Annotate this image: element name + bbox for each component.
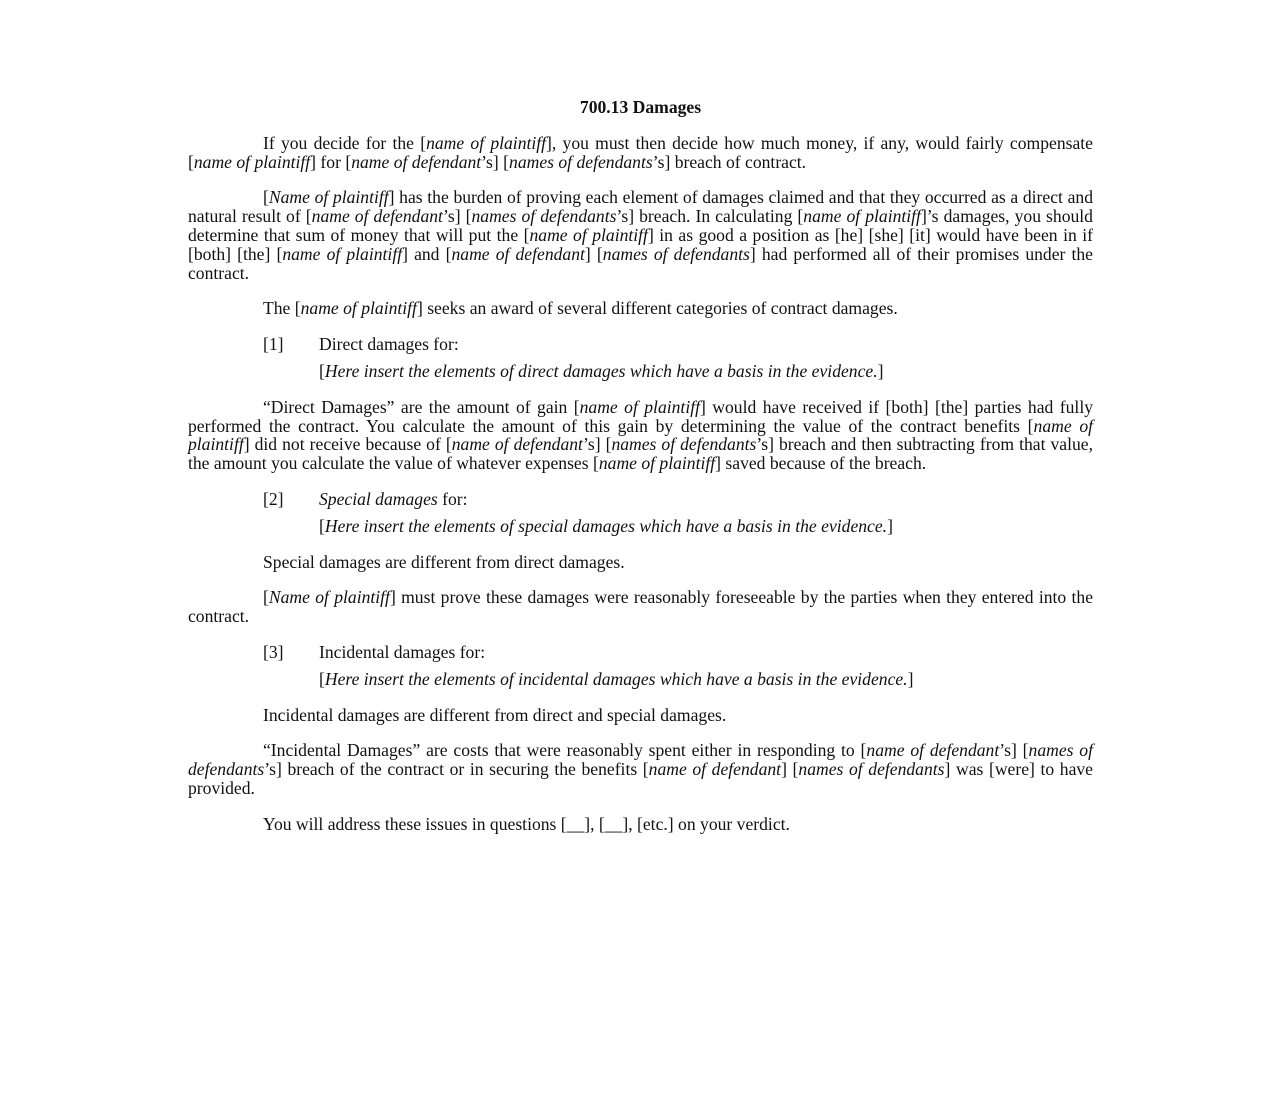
paragraph-categories <box>188 299 1093 318</box>
document-title: 700.13 Damages <box>579 97 702 117</box>
text-run: ] [ <box>781 759 799 780</box>
text-run: “Incidental Damages” are costs that were reasonably spent either in responding to [ <box>263 740 867 761</box>
paragraph-foreseeable <box>188 588 1093 626</box>
text-run: ] <box>887 515 893 536</box>
italic-text-run: names of defendants <box>509 151 653 172</box>
text-run: ] and [ <box>402 243 452 264</box>
italic-text-run: names of defendants <box>602 243 750 264</box>
italic-text-run: name of plaintiff <box>579 396 700 417</box>
text-run: ’s] [ <box>582 434 612 455</box>
text-run: Incidental damages for: <box>319 641 486 662</box>
insert-instruction-direct <box>319 362 1093 381</box>
text-run: ] <box>907 668 914 689</box>
text-run: ] has the burden of proving each element of damages claimed and that they occurred as a direct and natural result of [ <box>188 187 1093 227</box>
italic-text-run: name of defendant <box>866 740 1000 761</box>
italic-text-run: name of plaintiff <box>598 453 716 474</box>
italic-text-run: name of defendant <box>451 434 583 455</box>
italic-text-run: Special damages <box>319 488 438 509</box>
text-run: You will address these issues in questions [__], [__], [etc.] on your verdict. <box>263 813 790 834</box>
text-run: “Direct Damages” are the amount of gain [ <box>263 396 580 417</box>
italic-text-run: name of defendant <box>451 243 585 264</box>
text-run: ] saved because of the breach. <box>715 453 927 474</box>
italic-text-run: name of plaintiff <box>282 243 403 264</box>
text-run: ’s] breach of the contract or in securing the benefits [ <box>264 759 649 780</box>
italic-text-run: names of defendants <box>611 434 757 455</box>
italic-text-run: names of defendants <box>188 740 1093 780</box>
text-run: If you decide for the [ <box>263 132 427 153</box>
paragraph-decide-for-plaintiff <box>188 134 1093 172</box>
text-run: ] seeks an award of several different categories of contract damages. <box>416 298 898 319</box>
italic-text-run: Here insert the elements of direct damages which have a basis in the evidence. <box>324 360 878 381</box>
italic-text-run: name of plaintiff <box>426 132 547 153</box>
text-run: ] would have received if [both] [the] parties had fully performed the contract. You calculate the amount of this gain by determining the value of the contract benefits [ <box>188 396 1093 436</box>
text-run: ’s] breach. In calculating [ <box>616 206 804 227</box>
item-special-damages <box>188 490 1093 509</box>
italic-text-run: Name of plaintiff <box>268 587 390 608</box>
text-run: [ <box>319 360 325 381</box>
paragraph-burden-of-proof <box>188 188 1093 282</box>
text-run: Special damages are different from direct damages. <box>263 551 625 572</box>
text-run: [ <box>263 587 269 608</box>
italic-text-run: name of defendant <box>648 759 782 780</box>
text-run: [ <box>319 515 325 536</box>
text-run: ] for [ <box>310 151 352 172</box>
text-run: ’s] [ <box>481 151 510 172</box>
paragraph-incidental-different <box>263 706 1093 725</box>
text-run: ’s] breach of contract. <box>652 151 807 172</box>
italic-text-run: Name of plaintiff <box>268 187 389 208</box>
item-label <box>319 335 1093 354</box>
italic-text-run: names of defendants <box>798 759 945 780</box>
italic-text-run: name of plaintiff <box>193 151 311 172</box>
paragraph-incidental-definition <box>188 741 1093 797</box>
italic-text-run: names of defendants <box>471 206 617 227</box>
text-run: ] was [were] to have provided. <box>188 759 1093 798</box>
italic-text-run: name of plaintiff <box>803 206 921 227</box>
item-direct-damages <box>188 335 1093 354</box>
text-run: [ <box>263 187 269 208</box>
item-label <box>319 643 1093 662</box>
text-run: ] in as good a position as [he] [she] [it] would have been in if [both] [the] [ <box>188 224 1093 264</box>
text-run: Direct damages for: <box>319 334 459 355</box>
paragraph-verdict-questions <box>188 815 1093 834</box>
italic-text-run: name of defendant <box>311 206 443 227</box>
text-run: ]’s damages, you should determine that sum of money that will put the [ <box>188 206 1093 245</box>
text-run: ’s] [ <box>999 740 1029 761</box>
item-number: [2] <box>263 488 284 509</box>
text-run: ’s] breach and then subtracting from that value, the amount you calculate the value of whatever expenses [ <box>188 434 1094 474</box>
insert-instruction-special <box>319 517 1093 536</box>
italic-text-run: Here insert the elements of incidental damages which have a basis in the evidence. <box>324 668 908 689</box>
item-incidental-damages <box>188 643 1093 662</box>
text-run: [ <box>319 668 325 689</box>
text-run: for: <box>437 488 468 509</box>
paragraph-direct-damages-definition <box>188 398 1093 473</box>
item-label <box>319 490 1093 509</box>
item-number: [3] <box>263 641 284 662</box>
text-run: ] must prove these damages were reasonably foreseeable by the parties when they entered into the contract. <box>188 587 1094 627</box>
paragraph-special-different <box>263 553 1093 572</box>
document-page <box>188 98 1093 851</box>
item-number: [1] <box>263 334 284 355</box>
italic-text-run: name of plaintiff <box>188 415 1093 455</box>
italic-text-run: Here insert the elements of special damages which have a basis in the evidence. <box>324 515 888 536</box>
italic-text-run: name of plaintiff <box>300 298 417 319</box>
insert-instruction-incidental <box>319 670 1093 689</box>
text-run: ’s] [ <box>442 206 472 227</box>
text-run: ], you must then decide how much money, if any, would fairly compensate [ <box>188 132 1093 172</box>
text-run: ] had performed all of their promises under the contract. <box>188 243 1093 283</box>
text-run: ] <box>877 360 884 381</box>
text-run: Incidental damages are different from direct and special damages. <box>263 704 727 725</box>
text-run: The [ <box>263 298 301 319</box>
italic-text-run: name of defendant <box>351 151 482 172</box>
text-run: ] [ <box>584 243 603 264</box>
italic-text-run: name of plaintiff <box>529 224 648 245</box>
text-run: ] did not receive because of [ <box>243 434 452 455</box>
